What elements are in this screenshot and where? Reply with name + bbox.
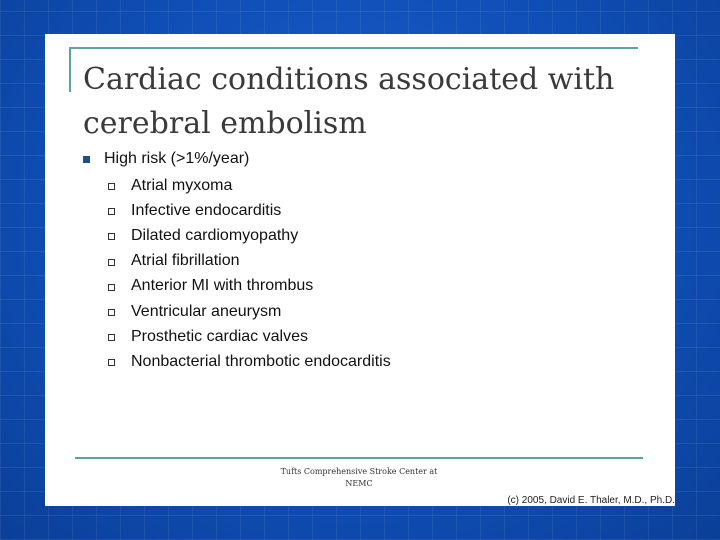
list-item-text: Infective endocarditis <box>131 201 282 219</box>
main-bullet-text: High risk (>1%/year) <box>104 150 250 167</box>
list-item <box>108 274 643 299</box>
slide <box>45 34 675 506</box>
hollow-square-bullet-icon <box>108 233 115 240</box>
list-item-text: Anterior MI with thrombus <box>131 277 314 295</box>
list-item-text: Atrial fibrillation <box>131 252 240 270</box>
list-item <box>108 173 643 198</box>
hollow-square-bullet-icon <box>108 284 115 291</box>
footer-line-1: Tufts Comprehensive Stroke Center at <box>280 467 438 476</box>
list-item-text: Ventricular aneurysm <box>131 302 282 320</box>
left-rule <box>69 47 71 92</box>
copyright-notice: (c) 2005, David E. Thaler, M.D., Ph.D. <box>507 495 675 506</box>
list-item-text: Prosthetic cardiac valves <box>131 327 308 345</box>
title-line-1: Cardiac conditions associated with <box>83 62 615 97</box>
list-item <box>108 249 643 274</box>
bullet-list <box>83 147 643 375</box>
hollow-square-bullet-icon <box>108 359 115 366</box>
hollow-square-bullet-icon <box>108 259 115 266</box>
square-bullet-icon <box>83 156 90 163</box>
top-rule <box>69 47 638 49</box>
title-line-2: cerebral embolism <box>83 106 367 141</box>
hollow-square-bullet-icon <box>108 334 115 341</box>
hollow-square-bullet-icon <box>108 208 115 215</box>
list-item <box>108 223 643 248</box>
hollow-square-bullet-icon <box>108 183 115 190</box>
sub-bullet-list <box>108 173 643 375</box>
list-item <box>108 349 643 374</box>
hollow-square-bullet-icon <box>108 309 115 316</box>
footer-line-2: NEMC <box>345 479 373 488</box>
list-item-text: Nonbacterial thrombotic endocarditis <box>131 352 391 370</box>
list-item <box>108 299 643 324</box>
bottom-rule <box>75 457 643 459</box>
list-item-text: Dilated cardiomyopathy <box>131 226 299 244</box>
slide-title <box>83 58 643 146</box>
list-item-text: Atrial myxoma <box>131 176 233 194</box>
list-item <box>108 198 643 223</box>
main-bullet <box>83 147 643 171</box>
list-item <box>108 324 643 349</box>
footer <box>75 466 643 490</box>
